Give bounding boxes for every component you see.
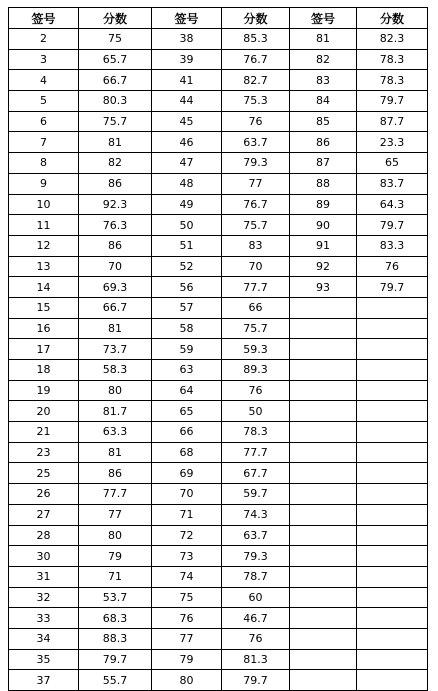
table-row <box>9 484 428 505</box>
table-row <box>9 422 428 443</box>
sign-number-cell: 92 <box>290 256 357 277</box>
table-row <box>9 194 428 215</box>
sign-number-cell: 28 <box>9 525 79 546</box>
score-cell: 75 <box>79 29 152 50</box>
score-cell: 81 <box>79 132 152 153</box>
score-cell: 66 <box>222 297 290 318</box>
sign-number-cell: 69 <box>152 463 222 484</box>
score-cell: 76 <box>222 111 290 132</box>
score-cell: 71 <box>79 566 152 587</box>
score-cell: 75.3 <box>222 91 290 112</box>
score-cell: 86 <box>79 463 152 484</box>
score-cell: 59.3 <box>222 339 290 360</box>
score-cell: 79.3 <box>222 153 290 174</box>
sign-number-cell: 17 <box>9 339 79 360</box>
score-cell <box>357 401 428 422</box>
score-cell <box>357 360 428 381</box>
score-cell <box>357 339 428 360</box>
score-cell: 83.3 <box>357 235 428 256</box>
sign-number-cell: 79 <box>152 649 222 670</box>
score-cell <box>357 525 428 546</box>
sign-number-cell <box>290 608 357 629</box>
table-row <box>9 235 428 256</box>
sign-number-cell <box>290 649 357 670</box>
table-row <box>9 401 428 422</box>
sign-number-cell: 12 <box>9 235 79 256</box>
score-cell: 78.7 <box>222 566 290 587</box>
sign-number-cell: 57 <box>152 297 222 318</box>
sign-number-cell: 93 <box>290 277 357 298</box>
score-cell <box>357 587 428 608</box>
sign-number-cell: 31 <box>9 566 79 587</box>
table-row <box>9 277 428 298</box>
score-cell <box>357 546 428 567</box>
table-row <box>9 380 428 401</box>
score-cell: 86 <box>79 173 152 194</box>
score-cell: 78.3 <box>222 422 290 443</box>
sign-number-cell: 14 <box>9 277 79 298</box>
table-row <box>9 297 428 318</box>
sign-number-cell: 33 <box>9 608 79 629</box>
sign-number-cell: 15 <box>9 297 79 318</box>
score-cell <box>357 422 428 443</box>
score-cell: 86 <box>79 235 152 256</box>
sign-number-cell <box>290 546 357 567</box>
sign-number-cell <box>290 360 357 381</box>
score-cell: 79.7 <box>79 649 152 670</box>
sign-number-cell: 25 <box>9 463 79 484</box>
score-cell: 85.3 <box>222 29 290 50</box>
score-cell: 75.7 <box>222 215 290 236</box>
table-row <box>9 525 428 546</box>
sign-number-cell <box>290 318 357 339</box>
table-row <box>9 566 428 587</box>
table-row <box>9 256 428 277</box>
table-row <box>9 111 428 132</box>
sign-number-cell: 46 <box>152 132 222 153</box>
sign-number-cell <box>290 628 357 649</box>
score-cell: 77.7 <box>79 484 152 505</box>
sign-number-cell: 5 <box>9 91 79 112</box>
table-row <box>9 649 428 670</box>
sign-number-cell: 27 <box>9 504 79 525</box>
score-cell: 76.3 <box>79 215 152 236</box>
score-cell: 76.7 <box>222 194 290 215</box>
sign-number-cell <box>290 339 357 360</box>
sign-number-cell: 19 <box>9 380 79 401</box>
score-cell: 80.3 <box>79 91 152 112</box>
score-cell: 77.7 <box>222 442 290 463</box>
score-cell: 79.7 <box>357 91 428 112</box>
score-cell: 63.7 <box>222 525 290 546</box>
score-cell <box>357 670 428 691</box>
table-row <box>9 442 428 463</box>
sign-number-cell: 89 <box>290 194 357 215</box>
sign-number-cell <box>290 670 357 691</box>
sign-number-cell: 84 <box>290 91 357 112</box>
sign-number-cell: 87 <box>290 153 357 174</box>
score-cell: 79.3 <box>222 546 290 567</box>
score-cell <box>357 463 428 484</box>
sign-number-cell: 58 <box>152 318 222 339</box>
sign-number-cell: 10 <box>9 194 79 215</box>
sign-number-cell: 71 <box>152 504 222 525</box>
score-cell: 75.7 <box>222 318 290 339</box>
header-score-3: 分数 <box>357 8 428 29</box>
header-score-1: 分数 <box>79 8 152 29</box>
table-row <box>9 339 428 360</box>
score-cell: 79.7 <box>222 670 290 691</box>
sign-number-cell <box>290 463 357 484</box>
sign-number-cell <box>290 380 357 401</box>
score-cell: 76.7 <box>222 49 290 70</box>
score-cell: 70 <box>79 256 152 277</box>
sign-number-cell: 81 <box>290 29 357 50</box>
sign-number-cell: 65 <box>152 401 222 422</box>
score-cell: 83 <box>222 235 290 256</box>
table-row <box>9 318 428 339</box>
sign-number-cell <box>290 504 357 525</box>
score-cell <box>357 484 428 505</box>
sign-number-cell <box>290 297 357 318</box>
sign-number-cell: 66 <box>152 422 222 443</box>
sign-number-cell: 9 <box>9 173 79 194</box>
sign-number-cell: 72 <box>152 525 222 546</box>
score-cell <box>357 649 428 670</box>
sign-number-cell <box>290 422 357 443</box>
table-row <box>9 70 428 91</box>
score-cell: 75.7 <box>79 111 152 132</box>
score-cell: 82.7 <box>222 70 290 91</box>
score-cell: 82.3 <box>357 29 428 50</box>
sign-number-cell: 73 <box>152 546 222 567</box>
score-table <box>8 7 428 691</box>
score-cell: 78.3 <box>357 70 428 91</box>
score-cell: 77.7 <box>222 277 290 298</box>
score-cell: 23.3 <box>357 132 428 153</box>
sign-number-cell: 45 <box>152 111 222 132</box>
header-sign-number-3: 签号 <box>290 8 357 29</box>
table-row <box>9 670 428 691</box>
table-row <box>9 91 428 112</box>
sign-number-cell <box>290 401 357 422</box>
sign-number-cell: 49 <box>152 194 222 215</box>
score-cell: 81 <box>79 442 152 463</box>
score-cell: 68.3 <box>79 608 152 629</box>
score-cell: 80 <box>79 525 152 546</box>
score-cell: 64.3 <box>357 194 428 215</box>
sign-number-cell: 74 <box>152 566 222 587</box>
score-cell: 69.3 <box>79 277 152 298</box>
sign-number-cell: 6 <box>9 111 79 132</box>
table-row <box>9 173 428 194</box>
table-row <box>9 132 428 153</box>
header-sign-number-1: 签号 <box>9 8 79 29</box>
sign-number-cell: 23 <box>9 442 79 463</box>
table-row <box>9 608 428 629</box>
score-cell: 80 <box>79 380 152 401</box>
sign-number-cell: 39 <box>152 49 222 70</box>
sign-number-cell <box>290 484 357 505</box>
sign-number-cell <box>290 566 357 587</box>
sign-number-cell: 51 <box>152 235 222 256</box>
score-cell: 67.7 <box>222 463 290 484</box>
score-cell: 79 <box>79 546 152 567</box>
sign-number-cell: 91 <box>290 235 357 256</box>
sign-number-cell: 48 <box>152 173 222 194</box>
score-cell <box>357 566 428 587</box>
sign-number-cell: 52 <box>152 256 222 277</box>
sign-number-cell: 86 <box>290 132 357 153</box>
score-cell: 65.7 <box>79 49 152 70</box>
sign-number-cell: 21 <box>9 422 79 443</box>
score-table-container <box>8 7 428 691</box>
sign-number-cell: 41 <box>152 70 222 91</box>
sign-number-cell: 18 <box>9 360 79 381</box>
sign-number-cell: 80 <box>152 670 222 691</box>
sign-number-cell: 63 <box>152 360 222 381</box>
score-cell: 88.3 <box>79 628 152 649</box>
score-cell: 81.3 <box>222 649 290 670</box>
sign-number-cell: 34 <box>9 628 79 649</box>
sign-number-cell: 56 <box>152 277 222 298</box>
score-cell: 83.7 <box>357 173 428 194</box>
score-cell: 63.3 <box>79 422 152 443</box>
table-row <box>9 153 428 174</box>
score-cell: 76 <box>222 380 290 401</box>
sign-number-cell: 83 <box>290 70 357 91</box>
header-score-2: 分数 <box>222 8 290 29</box>
table-row <box>9 504 428 525</box>
score-cell: 76 <box>222 628 290 649</box>
sign-number-cell <box>290 587 357 608</box>
sign-number-cell: 7 <box>9 132 79 153</box>
sign-number-cell: 90 <box>290 215 357 236</box>
table-row <box>9 215 428 236</box>
table-row <box>9 546 428 567</box>
score-cell: 81.7 <box>79 401 152 422</box>
score-cell: 66.7 <box>79 70 152 91</box>
sign-number-cell: 75 <box>152 587 222 608</box>
score-cell <box>357 318 428 339</box>
score-cell: 70 <box>222 256 290 277</box>
score-cell: 89.3 <box>222 360 290 381</box>
sign-number-cell: 38 <box>152 29 222 50</box>
score-cell: 60 <box>222 587 290 608</box>
score-cell: 82 <box>79 153 152 174</box>
sign-number-cell: 85 <box>290 111 357 132</box>
sign-number-cell: 8 <box>9 153 79 174</box>
score-cell: 81 <box>79 318 152 339</box>
score-cell: 77 <box>79 504 152 525</box>
sign-number-cell: 50 <box>152 215 222 236</box>
sign-number-cell: 32 <box>9 587 79 608</box>
score-cell: 78.3 <box>357 49 428 70</box>
score-cell <box>357 442 428 463</box>
score-cell: 59.7 <box>222 484 290 505</box>
table-row <box>9 628 428 649</box>
sign-number-cell: 13 <box>9 256 79 277</box>
score-cell: 77 <box>222 173 290 194</box>
table-row <box>9 29 428 50</box>
sign-number-cell <box>290 525 357 546</box>
table-row <box>9 463 428 484</box>
sign-number-cell: 64 <box>152 380 222 401</box>
score-cell: 50 <box>222 401 290 422</box>
sign-number-cell: 76 <box>152 608 222 629</box>
score-cell: 55.7 <box>79 670 152 691</box>
score-cell <box>357 608 428 629</box>
table-row <box>9 587 428 608</box>
score-cell: 73.7 <box>79 339 152 360</box>
sign-number-cell: 44 <box>152 91 222 112</box>
sign-number-cell: 70 <box>152 484 222 505</box>
table-row <box>9 49 428 70</box>
score-cell: 74.3 <box>222 504 290 525</box>
score-cell: 63.7 <box>222 132 290 153</box>
score-cell: 79.7 <box>357 277 428 298</box>
sign-number-cell: 11 <box>9 215 79 236</box>
sign-number-cell <box>290 442 357 463</box>
sign-number-cell: 68 <box>152 442 222 463</box>
score-cell <box>357 380 428 401</box>
sign-number-cell: 59 <box>152 339 222 360</box>
sign-number-cell: 77 <box>152 628 222 649</box>
sign-number-cell: 47 <box>152 153 222 174</box>
score-cell: 66.7 <box>79 297 152 318</box>
score-cell <box>357 628 428 649</box>
table-row <box>9 360 428 381</box>
sign-number-cell: 4 <box>9 70 79 91</box>
score-cell <box>357 504 428 525</box>
score-cell: 87.7 <box>357 111 428 132</box>
sign-number-cell: 3 <box>9 49 79 70</box>
score-cell: 53.7 <box>79 587 152 608</box>
score-cell: 92.3 <box>79 194 152 215</box>
sign-number-cell: 20 <box>9 401 79 422</box>
header-sign-number-2: 签号 <box>152 8 222 29</box>
table-header-row <box>9 8 428 29</box>
sign-number-cell: 30 <box>9 546 79 567</box>
sign-number-cell: 16 <box>9 318 79 339</box>
score-cell: 46.7 <box>222 608 290 629</box>
sign-number-cell: 88 <box>290 173 357 194</box>
sign-number-cell: 82 <box>290 49 357 70</box>
sign-number-cell: 26 <box>9 484 79 505</box>
score-cell: 58.3 <box>79 360 152 381</box>
table-body <box>9 29 428 691</box>
sign-number-cell: 37 <box>9 670 79 691</box>
score-cell: 65 <box>357 153 428 174</box>
score-cell <box>357 297 428 318</box>
sign-number-cell: 2 <box>9 29 79 50</box>
sign-number-cell: 35 <box>9 649 79 670</box>
score-cell: 79.7 <box>357 215 428 236</box>
score-cell: 76 <box>357 256 428 277</box>
